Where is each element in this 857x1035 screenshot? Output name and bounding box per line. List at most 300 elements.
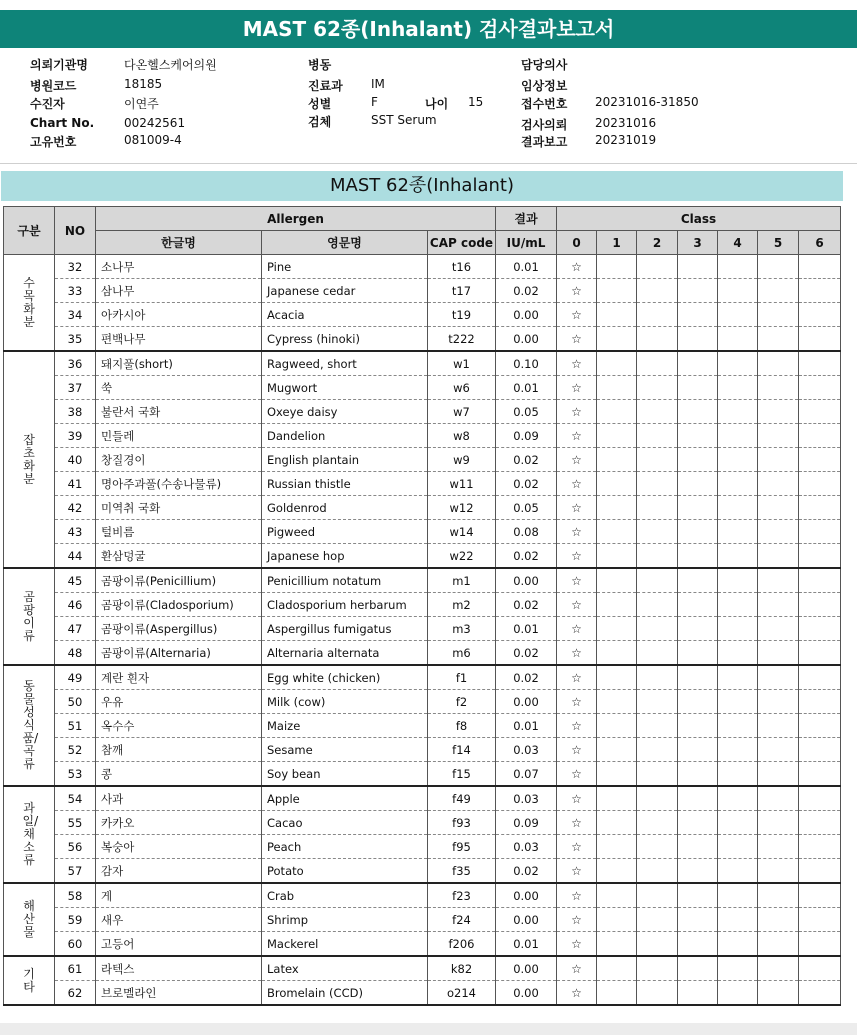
class-2-cell [637,327,678,352]
header-class-2: 2 [637,231,678,255]
class-4-cell [718,617,758,641]
class-2-cell [637,835,678,859]
class-0-cell [557,981,597,1006]
star-icon: ☆ [571,936,582,951]
result-value: 0.09 [496,811,557,835]
class-6-cell [799,568,841,593]
korean-name: 카카오 [96,811,262,835]
group-label [4,255,55,352]
class-2-cell [637,690,678,714]
result-value: 0.02 [496,859,557,884]
row-no: 53 [55,762,96,787]
class-0-cell [557,641,597,666]
class-1-cell [597,279,637,303]
class-4-cell [718,932,758,957]
class-4-cell [718,376,758,400]
class-2-cell [637,908,678,932]
header-allergen: Allergen [96,207,496,231]
row-no: 51 [55,714,96,738]
star-icon: ☆ [571,912,582,927]
age-label: 나이 [425,97,449,111]
class-3-cell [678,932,718,957]
class-1-cell [597,981,637,1006]
cap-code: f15 [428,762,496,787]
result-value: 0.02 [496,472,557,496]
class-1-cell [597,327,637,352]
cap-code: f49 [428,786,496,811]
class-2-cell [637,448,678,472]
class-0-cell [557,593,597,617]
class-4-cell [718,738,758,762]
row-no: 50 [55,690,96,714]
class-2-cell [637,786,678,811]
class-4-cell [718,400,758,424]
table-row [4,568,841,593]
class-6-cell [799,859,841,884]
dept-label: 진료과 [308,79,343,93]
cap-code: t16 [428,255,496,279]
class-1-cell [597,496,637,520]
class-6-cell [799,520,841,544]
result-value: 0.09 [496,424,557,448]
class-3-cell [678,811,718,835]
class-2-cell [637,351,678,376]
class-3-cell [678,448,718,472]
table-row [4,762,841,787]
class-6-cell [799,908,841,932]
class-6-cell [799,835,841,859]
korean-name: 라텍스 [96,956,262,981]
results-table [3,206,841,1006]
class-4-cell [718,762,758,787]
class-6-cell [799,690,841,714]
class-0-cell [557,665,597,690]
class-6-cell [799,400,841,424]
row-no: 60 [55,932,96,957]
result-value: 0.02 [496,279,557,303]
star-icon: ☆ [571,404,582,419]
class-3-cell [678,981,718,1006]
star-icon: ☆ [571,985,582,1000]
english-name: Latex [262,956,428,981]
group-label-text: 잡초화분 [23,432,35,486]
class-3-cell [678,883,718,908]
class-5-cell [758,641,799,666]
cap-code: t17 [428,279,496,303]
class-1-cell [597,255,637,279]
result-value: 0.01 [496,617,557,641]
class-2-cell [637,424,678,448]
korean-name: 쑥 [96,376,262,400]
group-label-text: 기타 [23,966,35,994]
table-row [4,883,841,908]
sex-label: 성별 [308,97,332,111]
row-no: 58 [55,883,96,908]
result-value: 0.05 [496,400,557,424]
class-0-cell [557,568,597,593]
result-value: 0.07 [496,762,557,787]
result-value: 0.00 [496,981,557,1006]
hospital-code-value: 18185 [124,77,163,91]
table-row [4,376,841,400]
english-name: Apple [262,786,428,811]
english-name: Acacia [262,303,428,327]
result-value: 0.01 [496,932,557,957]
class-2-cell [637,496,678,520]
class-6-cell [799,376,841,400]
class-2-cell [637,400,678,424]
table-row [4,327,841,352]
dept-value: IM [371,77,385,91]
row-no: 52 [55,738,96,762]
row-no: 41 [55,472,96,496]
class-5-cell [758,593,799,617]
class-5-cell [758,932,799,957]
class-4-cell [718,472,758,496]
header-class-0: 0 [557,231,597,255]
class-0-cell [557,932,597,957]
class-2-cell [637,593,678,617]
class-5-cell [758,279,799,303]
group-label [4,568,55,665]
row-no: 49 [55,665,96,690]
patient-value: 이연주 [124,97,159,111]
class-1-cell [597,859,637,884]
class-3-cell [678,617,718,641]
star-icon: ☆ [571,476,582,491]
class-3-cell [678,786,718,811]
class-6-cell [799,932,841,957]
result-value: 0.02 [496,544,557,569]
star-icon: ☆ [571,888,582,903]
class-2-cell [637,520,678,544]
header-class-5: 5 [758,231,799,255]
bottom-bar [0,1023,857,1035]
korean-name: 돼지풀(short) [96,351,262,376]
class-2-cell [637,714,678,738]
class-6-cell [799,665,841,690]
header-class-3: 3 [678,231,718,255]
star-icon: ☆ [571,694,582,709]
english-name: Milk (cow) [262,690,428,714]
class-1-cell [597,400,637,424]
header-cap-code: CAP code [428,231,496,255]
english-name: Mackerel [262,932,428,957]
english-name: Ragweed, short [262,351,428,376]
class-1-cell [597,448,637,472]
class-2-cell [637,303,678,327]
class-6-cell [799,956,841,981]
institution-value: 다온헬스케어의원 [124,58,217,72]
korean-name: 곰팡이류(Penicillium) [96,568,262,593]
table-row [4,981,841,1006]
english-name: Maize [262,714,428,738]
class-3-cell [678,908,718,932]
table-row [4,956,841,981]
row-no: 42 [55,496,96,520]
group-label-text: 수목화분 [23,275,35,329]
cap-code: k82 [428,956,496,981]
result-value: 0.03 [496,738,557,762]
class-2-cell [637,956,678,981]
row-no: 46 [55,593,96,617]
korean-name: 사과 [96,786,262,811]
unique-no-value: 081009-4 [124,133,182,147]
report-date-value: 20231019 [595,133,657,147]
english-name: Mugwort [262,376,428,400]
table-row [4,859,841,884]
class-3-cell [678,327,718,352]
class-3-cell [678,665,718,690]
table-row [4,690,841,714]
cap-code: t19 [428,303,496,327]
class-6-cell [799,883,841,908]
cap-code: w11 [428,472,496,496]
divider [0,163,857,164]
class-4-cell [718,424,758,448]
result-value: 0.03 [496,786,557,811]
class-6-cell [799,544,841,569]
english-name: English plantain [262,448,428,472]
class-4-cell [718,544,758,569]
english-name: Goldenrod [262,496,428,520]
class-0-cell [557,811,597,835]
class-1-cell [597,690,637,714]
cap-code: m1 [428,568,496,593]
class-6-cell [799,303,841,327]
korean-name: 곰팡이류(Alternaria) [96,641,262,666]
star-icon: ☆ [571,839,582,854]
table-row [4,448,841,472]
age-value: 15 [468,95,484,109]
row-no: 39 [55,424,96,448]
star-icon: ☆ [571,670,582,685]
english-name: Penicillium notatum [262,568,428,593]
cap-code: w6 [428,376,496,400]
star-icon: ☆ [571,283,582,298]
class-5-cell [758,714,799,738]
class-3-cell [678,255,718,279]
class-6-cell [799,327,841,352]
cap-code: f24 [428,908,496,932]
korean-name: 감자 [96,859,262,884]
class-4-cell [718,859,758,884]
english-name: Peach [262,835,428,859]
star-icon: ☆ [571,307,582,322]
class-3-cell [678,714,718,738]
class-2-cell [637,568,678,593]
row-no: 43 [55,520,96,544]
header-korean-name: 한글명 [96,231,262,255]
class-4-cell [718,835,758,859]
star-icon: ☆ [571,356,582,371]
cap-code: f206 [428,932,496,957]
table-row [4,472,841,496]
row-no: 32 [55,255,96,279]
class-1-cell [597,956,637,981]
group-label-text: 해산물 [23,899,35,939]
class-3-cell [678,835,718,859]
class-6-cell [799,496,841,520]
table-row [4,617,841,641]
class-5-cell [758,520,799,544]
class-2-cell [637,376,678,400]
class-6-cell [799,641,841,666]
result-value: 0.02 [496,593,557,617]
row-no: 33 [55,279,96,303]
class-2-cell [637,932,678,957]
class-3-cell [678,859,718,884]
class-3-cell [678,544,718,569]
class-5-cell [758,786,799,811]
english-name: Bromelain (CCD) [262,981,428,1006]
class-2-cell [637,762,678,787]
table-row [4,303,841,327]
cap-code: o214 [428,981,496,1006]
korean-name: 새우 [96,908,262,932]
english-name: Egg white (chicken) [262,665,428,690]
result-value: 0.02 [496,641,557,666]
class-4-cell [718,351,758,376]
english-name: Aspergillus fumigatus [262,617,428,641]
class-1-cell [597,835,637,859]
class-4-cell [718,981,758,1006]
group-label-text: 곰팡이류 [23,589,35,643]
class-6-cell [799,786,841,811]
class-5-cell [758,738,799,762]
table-row [4,714,841,738]
class-3-cell [678,376,718,400]
class-2-cell [637,811,678,835]
table-row [4,255,841,279]
class-3-cell [678,738,718,762]
class-6-cell [799,448,841,472]
row-no: 47 [55,617,96,641]
english-name: Pigweed [262,520,428,544]
class-5-cell [758,835,799,859]
cap-code: m2 [428,593,496,617]
class-2-cell [637,738,678,762]
table-row [4,520,841,544]
hospital-code-label: 병원코드 [30,79,77,93]
cap-code: w14 [428,520,496,544]
row-no: 57 [55,859,96,884]
class-5-cell [758,883,799,908]
english-name: Potato [262,859,428,884]
table-row [4,424,841,448]
class-0-cell [557,279,597,303]
class-0-cell [557,835,597,859]
row-no: 62 [55,981,96,1006]
class-0-cell [557,859,597,884]
english-name: Russian thistle [262,472,428,496]
header-class-1: 1 [597,231,637,255]
class-3-cell [678,762,718,787]
receipt-label: 접수번호 [521,97,568,111]
class-0-cell [557,883,597,908]
class-4-cell [718,327,758,352]
header-class: Class [557,207,841,231]
class-1-cell [597,593,637,617]
class-5-cell [758,472,799,496]
result-value: 0.00 [496,303,557,327]
class-0-cell [557,762,597,787]
patient-info [0,54,857,162]
star-icon: ☆ [571,742,582,757]
star-icon: ☆ [571,863,582,878]
star-icon: ☆ [571,766,582,781]
class-3-cell [678,690,718,714]
english-name: Pine [262,255,428,279]
english-name: Shrimp [262,908,428,932]
result-value: 0.01 [496,714,557,738]
korean-name: 민들레 [96,424,262,448]
table-row [4,665,841,690]
class-4-cell [718,279,758,303]
cap-code: t222 [428,327,496,352]
header-no: NO [55,207,96,255]
result-value: 0.10 [496,351,557,376]
korean-name: 명아주과풀(수송나물류) [96,472,262,496]
specimen-label: 검체 [308,115,332,129]
specimen-value: SST Serum [371,113,437,127]
cap-code: f14 [428,738,496,762]
row-no: 40 [55,448,96,472]
star-icon: ☆ [571,331,582,346]
class-1-cell [597,762,637,787]
class-6-cell [799,762,841,787]
class-5-cell [758,617,799,641]
class-4-cell [718,956,758,981]
class-5-cell [758,400,799,424]
class-0-cell [557,255,597,279]
table-row [4,544,841,569]
result-value: 0.08 [496,520,557,544]
class-2-cell [637,859,678,884]
class-3-cell [678,956,718,981]
header-unit: IU/mL [496,231,557,255]
table-row [4,835,841,859]
class-0-cell [557,351,597,376]
korean-name: 옥수수 [96,714,262,738]
class-5-cell [758,908,799,932]
class-0-cell [557,303,597,327]
class-3-cell [678,496,718,520]
class-0-cell [557,424,597,448]
cap-code: m6 [428,641,496,666]
class-3-cell [678,400,718,424]
request-value: 20231016 [595,116,657,130]
class-4-cell [718,883,758,908]
receipt-value: 20231016-31850 [595,95,699,109]
row-no: 37 [55,376,96,400]
class-3-cell [678,351,718,376]
english-name: Cypress (hinoki) [262,327,428,352]
class-5-cell [758,956,799,981]
header-class-4: 4 [718,231,758,255]
class-6-cell [799,424,841,448]
class-0-cell [557,520,597,544]
class-1-cell [597,714,637,738]
class-2-cell [637,883,678,908]
cap-code: w12 [428,496,496,520]
class-2-cell [637,279,678,303]
cap-code: w7 [428,400,496,424]
cap-code: f2 [428,690,496,714]
english-name: Cacao [262,811,428,835]
class-1-cell [597,932,637,957]
korean-name: 고등어 [96,932,262,957]
